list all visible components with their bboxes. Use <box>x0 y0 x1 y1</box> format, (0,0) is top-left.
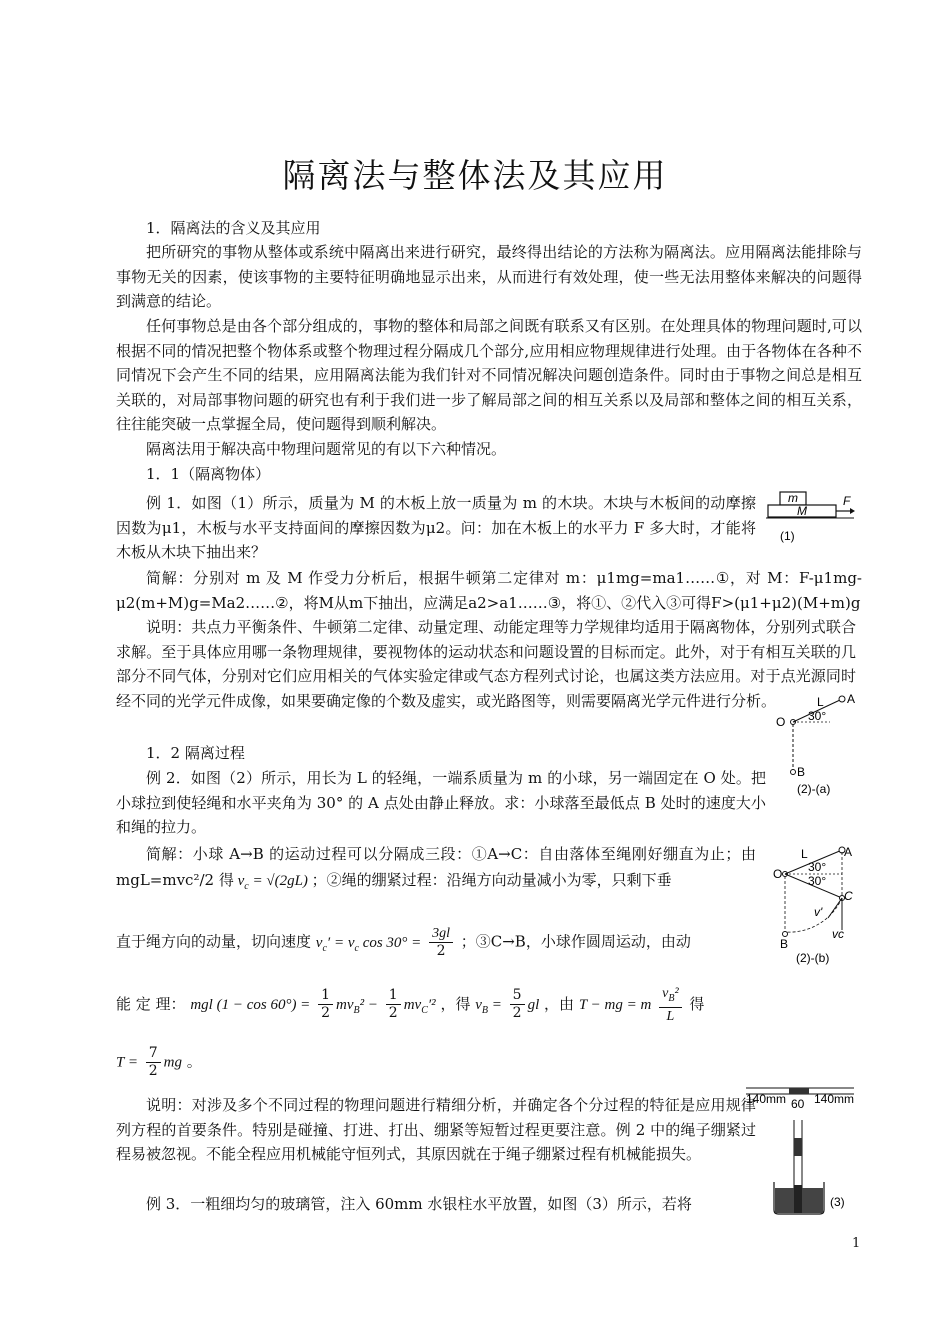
figure-2b-caption: (2)-(b) <box>796 951 830 965</box>
example-2-solution-line-4: T = $\frac{7}{2}$ mg 。 <box>116 1045 202 1079</box>
svg-text:L: L <box>817 695 824 709</box>
svg-text:30°: 30° <box>808 709 827 723</box>
subsection-1-1-heading: 1．1（隔离物体） <box>146 465 271 483</box>
label-m: m <box>788 491 798 505</box>
svg-text:v': v' <box>814 905 823 919</box>
figure-3-caption: (3) <box>830 1195 845 1209</box>
svg-text:C: C <box>844 889 853 903</box>
example-1-text: 例 1．如图（1）所示，质量为 M 的木板上放一质量为 m 的木块。木块与木板间的动摩擦因数为μ1，木板与水平支持面间的摩擦因数为μ2。问：加在木板上的水平力 F 多大时，才能将木板从木块下抽出来？ <box>116 494 756 562</box>
page-number: 1 <box>852 1236 861 1251</box>
svg-text:30°: 30° <box>808 874 827 888</box>
svg-text:O: O <box>776 715 786 729</box>
subsection-1-2-heading: 1．2 隔离过程 <box>146 744 245 762</box>
svg-text:140mm: 140mm <box>814 1092 855 1106</box>
example-2-solution-line-1: 简解：小球 A→B 的运动过程可以分隔成三段：①A→C：自由落体至绳刚好绷直为止；由 mgL=mvc²/2 得 $v_c = √(2gL)$ ；②绳的绷紧过程：沿绳方向动量减小为零，只剩下垂 <box>116 845 756 892</box>
svg-text:B: B <box>780 937 789 951</box>
svg-text:A: A <box>844 845 853 859</box>
note-1: 说明：共点力平衡条件、牛顿第二定律、动量定理、动能定理等力学规律均适用于隔离物体，分别列式联合求解。至于具体应用哪一条物理规律，要视物体的运动状态和问题设置的目标而定。此外，对于有相互关联的几部分不同气体，分别对它们应用相关的气体实验定律或气态方程列式讨论，也属这类方法应用。对于点光源同时经不同的光学元件成像，如果要确定像的个数及虚实，或光路图等，则需要隔离光学元件进行分析。 <box>116 618 856 710</box>
paragraph-1: 把所研究的事物从整体或系统中隔离出来进行研究，最终得出结论的方法称为隔离法。应用隔离法能排除与事物无关的因素，使该事物的主要特征明确地显示出来，从而进行有效处理，使一些无法用整体来解决的问题得到满意的结论。 <box>116 243 862 311</box>
svg-text:O: O <box>773 867 783 881</box>
figure-2a-caption: (2)-(a) <box>797 782 831 796</box>
example-2-solution-line-3: 能 定 理： mgl (1 − cos 60°) = $\frac{1}{2}$ $mv_B^2$ − $\frac{1}{2}$ $mv_C'^2$ ，得 $v_B$ = $\frac{5}{2}$ gl ，由 T − mg = m $\frac{v_B^2}{L}$ 得 <box>116 986 705 1024</box>
figure-1 <box>766 488 856 546</box>
paragraph-3: 隔离法用于解决高中物理问题常见的有以下六种情况。 <box>146 440 507 458</box>
figure-2b <box>770 838 860 968</box>
figure-1-caption: (1) <box>780 529 795 543</box>
page-title: 隔离法与整体法及其应用 <box>282 156 668 196</box>
section-1-heading: 1．隔离法的含义及其应用 <box>146 219 321 237</box>
svg-text:60: 60 <box>791 1097 805 1111</box>
example-1-solution: 简解：分别对 m 及 M 作受力分析后，根据牛顿第二定律对 m：μ1mg=ma1……①，对 M：F-μ1mg-μ2(m+M)g=Ma2……②，将M从m下抽出，应满足a2>a1……③，将①、②代入③可得F>(μ1+μ2)(M+m)g <box>116 569 862 612</box>
svg-text:L: L <box>801 847 808 861</box>
svg-text:140mm: 140mm <box>746 1092 787 1106</box>
figure-3 <box>744 1080 859 1220</box>
svg-text:30°: 30° <box>808 860 827 874</box>
example-2-solution-line-2: 直于绳方向的动量，切向速度 $v_c' = v_c$ cos 30° = $\frac{3gl}{2}$ ；③C→B，小球作圆周运动，由动 <box>116 926 691 959</box>
svg-text:vc: vc <box>832 927 844 941</box>
paragraph-2: 任何事物总是由各个部分组成的，事物的整体和局部之间既有联系又有区别。在处理具体的物理问题时,可以根据不同的情况把整个物体系或整个物理过程分隔成几个部分,应用相应物理规律进行处理。由于各物体在各种不同情况下会产生不同的结果，应用隔离法能为我们针对不同情况解决问题创造条件。同时由于事物之间总是相互关联的，对局部事物问题的研究也有利于我们进一步了解局部之间的相互关系以及局部和整体之间的相互关系，往往能突破一点掌握全局，使问题得到顺利解决。 <box>116 317 862 434</box>
svg-text:B: B <box>797 765 806 779</box>
svg-text:A: A <box>847 692 856 706</box>
example-3-text: 例 3．一粗细均匀的玻璃管，注入 60mm 水银柱水平放置，如图（3）所示，若将 <box>146 1195 692 1213</box>
example-2-text: 例 2．如图（2）所示，用长为 L 的轻绳，一端系质量为 m 的小球，另一端固定在 O 处。把小球拉到使轻绳和水平夹角为 30° 的 A 点处由静止释放。求：小球落至最低点 B 处时的速度大小和绳的拉力。 <box>116 769 766 837</box>
note-2: 说明：对涉及多个不同过程的物理问题进行精细分析，并确定各个分过程的特征是应用规律列方程的首要条件。特别是碰撞、打进、打出、绷紧等短暂过程更要注意。例 2 中的绳子绷紧过程易被忽视。不能全程应用机械能守恒列式，其原因就在于绳子绷紧过程有机械能损失。 <box>116 1096 756 1164</box>
label-F: F <box>843 494 851 508</box>
label-M: M <box>797 504 807 518</box>
